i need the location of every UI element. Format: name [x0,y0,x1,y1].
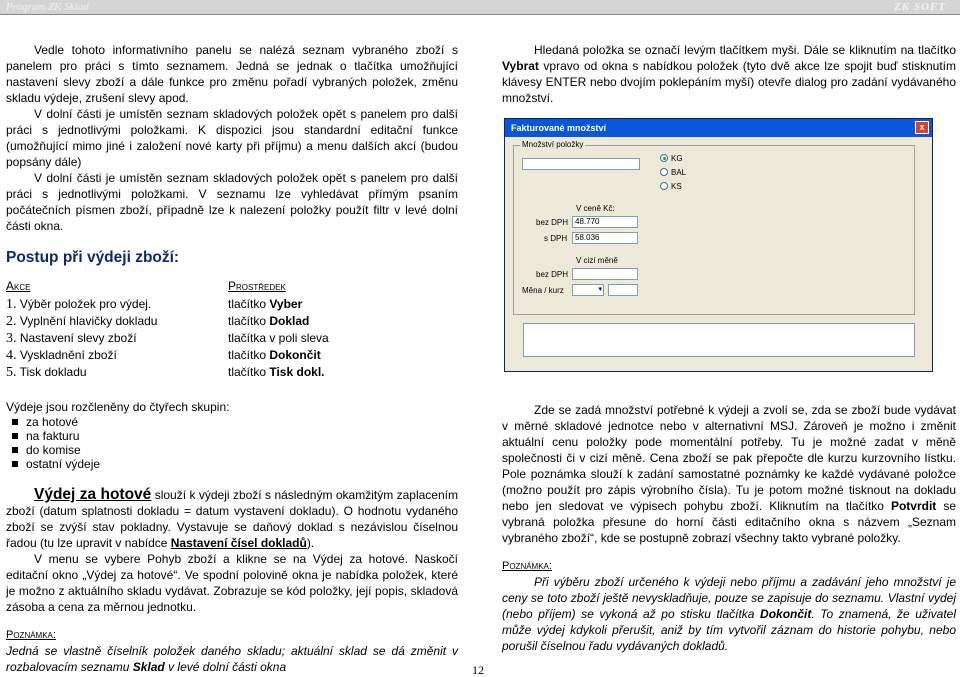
list-item: ostatní výdeje [10,457,458,471]
price-label: V ceně Kč: [576,204,615,213]
currency-label: Měna / kurz [522,286,564,295]
quantity-input[interactable] [522,158,640,170]
left-paragraph-3: V dolní části je umístěn seznam skladových položek opět s panelem pro další práci s jednotlivými položkami. V seznamu lze vyhledávat přímým psaním počátečních písmen zboží, případně lze k nalezení položky použít filtr v levé dolní části okna. [6,171,458,233]
groups-title: Výdeje jsou rozčleněny do čtyřech skupin: [6,400,230,414]
cash-text-end: ). [306,536,315,550]
step-means: tlačítko [228,348,270,362]
section-heading: Postup při výdeji zboží: [6,249,180,266]
step-action: Výběr položek pro výdej. [19,297,152,311]
step-means: tlačítka v poli sleva [228,331,329,345]
price-without-vat-input[interactable]: 48.770 [572,216,638,228]
dialog-title: Fakturované množství [505,119,932,137]
steps-table-header [6,278,458,294]
cash-title: Výdej za hotové [34,486,152,503]
note-end: v levé dolní části okna [164,660,287,674]
right-paragraph-1-text: Hledaná položka se označí levým tlačítkem myši. Dále se kliknutím na tlačítko [534,43,956,57]
right-column [502,42,956,654]
steps-table [6,278,458,381]
quantity-frame [513,140,915,315]
page-header [0,0,960,15]
right-paragraph-2-bold: Potvrdit [890,499,937,513]
right-paragraph-1 [502,42,956,106]
right-paragraph-2 [502,402,956,546]
right-paragraph-2-text: Zde se zadá množství potřebné k výdeji a zvolí se, zda se zboží bude vydávat v měrné skladové jednotce nebo v alternativní MSJ. Zároveň je možno i změnit aktuální cenu položky pode momentální potřeby. Tu je možné zadat v měně společnosti či v cizí měně. Cena zboží se pak přepočte dle kurzu kurzovního lístku. Pole poznámka slouží k zadání samostatné poznámky ke každé vydávané položce (možno použít pro zápis výrobního čísla). Tu je potom možné tisknout na dokladu nebo jen sledovat ve výpisech pohybu zboží. Kliknutím na tlačítko [502,403,956,513]
note-label: Poznámka: [6,629,56,641]
step-row [6,330,458,347]
rate-input[interactable] [608,284,638,296]
note-text [6,643,458,675]
chevron-down-icon: ▾ [598,286,602,293]
step-means-button: Vyber [269,297,303,311]
list-item: na fakturu [10,429,458,443]
step-number: 1. [6,297,17,312]
unit-label: KS [671,182,682,191]
without-vat-label: bez DPH [536,218,569,227]
step-action: Vyskladnění zboží [19,348,117,362]
quantity-dialog [504,118,933,372]
step-action: Vyplnění hlavičky dokladu [19,314,158,328]
note-textarea[interactable] [523,323,915,357]
step-action: Tisk dokladu [19,365,87,379]
list-item: za hotové [10,415,458,429]
left-paragraph-1: Vedle tohoto informativního panelu se nalézá seznam vybraného zboží s panelem pro práci s tímto seznamem. Jedná se jednak o tlačítka umožňující nastavení slevy zboží a dále funkce pro změnu pořadí vybraných položek, změnu skladu výdeje, zrušení slevy apod. [6,43,458,105]
right-note [502,574,956,654]
step-row [6,364,458,381]
note-body: Jedná se vlastně číselník položek daného skladu; aktuální sklad se dá změnit v rozbalovacím seznamu [6,644,458,674]
step-number: 2. [6,314,17,329]
right-paragraph-1-bold: Vybrat [502,59,539,73]
cash-text-bold: Nastavení čísel dokladů [170,536,307,550]
groups-list [10,415,458,471]
close-icon[interactable]: x [915,121,929,134]
unit-label: KG [671,154,683,163]
step-means-button: Tisk dokl. [269,365,325,379]
header-action: Akce [6,279,31,293]
step-number: 3. [6,331,17,346]
currency-select[interactable] [572,284,604,296]
step-means: tlačítko [228,297,270,311]
step-means: tlačítko [228,314,270,328]
radio-icon [660,168,668,176]
foreign-price-input[interactable] [572,268,638,280]
right-note-bold: Dokončit [760,607,812,621]
list-item: do komise [10,443,458,457]
radio-selected-icon [660,154,668,162]
foreign-price-label: V cizí měně [576,256,618,265]
radio-icon [660,182,668,190]
right-paragraph-1-end: vpravo od okna s nabídkou položek (tyto dvě akce lze spojit buď stisknutím klávesy ENTER nebo dvojím poklepáním myší) otevře dialog pro zadání vydávaného množství. [502,59,956,105]
step-means-button: Doklad [269,314,310,328]
note-label: Poznámka: [502,560,552,572]
step-row [6,347,458,364]
step-means-button: Dokončit [269,348,321,362]
frame-label: Množství položky [522,140,584,149]
unit-label: BAL [671,168,687,177]
step-number: 4. [6,348,17,363]
left-paragraph-2: V dolní části je umístěn seznam skladových položek opět s panelem pro další práci s jednotlivými položkami. K dispozici jsou standardní editační funkce (umožňující mimo jiné i založení nové karty při příjmu) a menu dalších akcí (budou popsány dále) [6,107,458,169]
page-number: 12 [472,663,484,677]
right-note-text: Při výběru zboží určeného k výdeji nebo příjmu a zadávání jeho množství je ceny se toto zboží ještě nevyskladňuje, pouze se zapisuje do seznamu. Vlastní vydej (nebo příjem) se vykoná až po stisku tlačítka [502,575,956,621]
header-program-name: Program ZK Sklad [6,1,89,13]
unit-radio-ks[interactable] [660,182,682,192]
header-company-logo: ZK SOFT [894,1,946,13]
unit-radio-bal[interactable] [660,168,686,178]
step-row [6,296,458,313]
step-row [6,313,458,330]
right-note-end: . To znamená, že uživatel může výdej kdykoli přerušit, aniž by tím vytvořil záznam do historie pohybu, nebo porušil číselnou řadu vydávaných dokladů. [502,607,956,653]
step-means: tlačítko [228,365,270,379]
cash-text: slouží k výdeji zboží s následným okamžitým zaplacením zboží (datum splatnosti dokladu = datum vystavení dokladu). O hodnotu vydaného zboží se zvýší stav pokladny. Vystavuje se daňový doklad s nezávislou číselnou řadou (tu lze upravit v nabídce [6,488,458,550]
price-with-vat-input[interactable]: 58.036 [572,232,638,244]
left-column [6,42,458,675]
cash-paragraph-2: V menu se vybere Pohyb zboží a klikne se na Výdej za hotové. Naskočí editační okno „Výdej za hotové“. Ve spodní polovině okna je nabídka položek, které je možno z aktuálního skladu vydávat. Zobrazuje se kód položky, její popis, skladová zásoba a cena za měrnou jednotku. [6,552,458,614]
step-action: Nastavení slevy zboží [19,331,137,345]
unit-radio-kg[interactable] [660,154,683,164]
right-paragraph-2-end: se vybraná položka přesune do horní části editačního okna s názvem „Seznam vybraného zboží“, kde se postupně zobrazí všechny takto vybrané položky. [502,499,956,545]
step-number: 5. [6,365,17,380]
header-means: Prostředek [228,279,286,293]
cash-paragraph [6,487,458,551]
note-bold: Sklad [132,660,165,674]
with-vat-label: s DPH [544,234,568,243]
without-vat-label-2: bez DPH [536,270,569,279]
